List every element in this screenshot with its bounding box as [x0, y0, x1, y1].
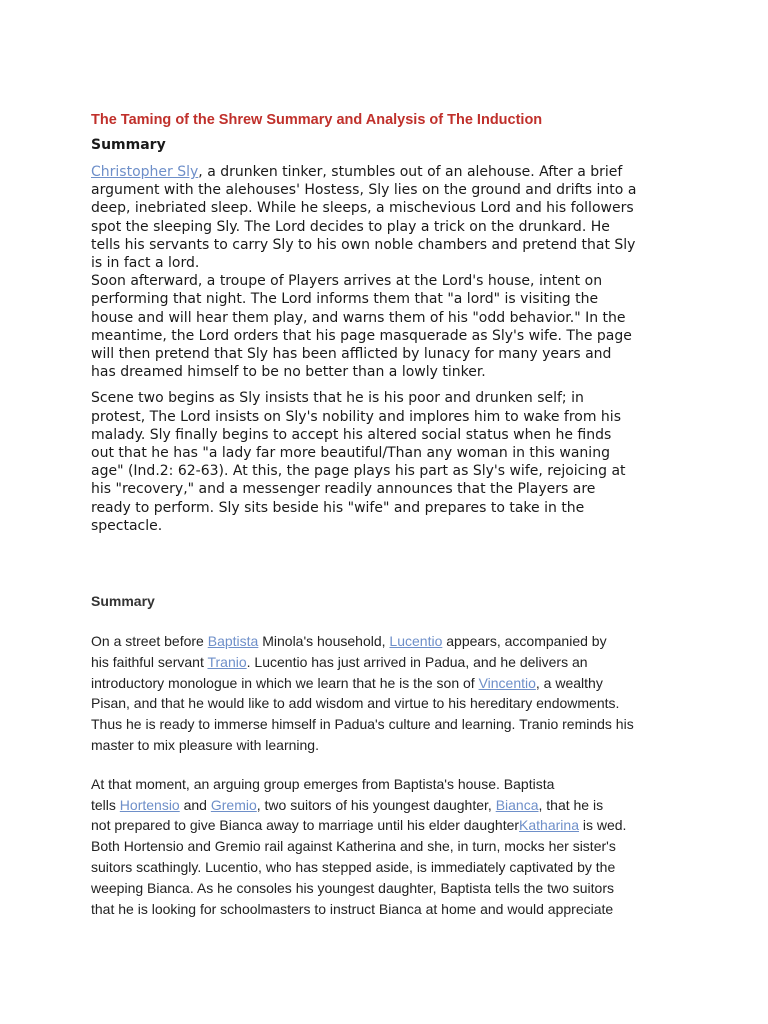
- text-line: his "recovery," and a messenger readily announces that the Players are: [91, 481, 596, 498]
- link-baptista[interactable]: Baptista: [207, 633, 259, 649]
- text-line: Thus he is ready to immerse himself in Padua's culture and learning. Tranio reminds his: [91, 716, 634, 733]
- text-line: suitors scathingly. Lucentio, who has stepped aside, is immediately captivated by the: [91, 858, 616, 875]
- text-line: protest, The Lord insists on Sly's nobility and implores him to wake from his: [91, 408, 621, 425]
- text-span: his faithful servant: [91, 653, 208, 670]
- text-line: that he is looking for schoolmasters to instruct Bianca at home and would appreciate: [91, 900, 614, 917]
- text-line: master to mix pleasure with learning.: [91, 736, 319, 753]
- paragraph-gap: [91, 381, 691, 389]
- induction-summary-section: [91, 163, 691, 535]
- act1-summary-section: [91, 631, 691, 919]
- text-line: [91, 163, 691, 181]
- text-line: ready to perform. Sly sits beside his "wife" and prepares to take in the: [91, 499, 585, 516]
- text-line: tells his servants to carry Sly to his own noble chambers and pretend that Sly: [91, 236, 636, 253]
- text-line: [91, 815, 691, 836]
- text-line: performing that night. The Lord informs them that "a lord" is visiting the: [91, 291, 599, 308]
- link-christopher-sly[interactable]: Christopher Sly: [91, 164, 199, 180]
- link-hortensio[interactable]: Hortensio: [119, 796, 180, 813]
- paragraph-sly-tinker: [91, 163, 691, 272]
- paragraph-gap: [91, 756, 691, 774]
- summary-heading-act1: Summary: [91, 593, 155, 609]
- text-span: not prepared to give Bianca away to marriage until his elder daughter: [91, 817, 520, 834]
- document-title: The Taming of the Shrew Summary and Analysis of The Induction: [91, 112, 543, 128]
- paragraph-arguing-group: [91, 774, 691, 920]
- text-line: Both Hortensio and Gremio rail against Katherina and she, in turn, mocks her sister's: [91, 838, 616, 855]
- text-span: , a drunken tinker, stumbles out of an alehouse. After a brief: [198, 164, 623, 180]
- paragraph-players-arrive: [91, 272, 691, 381]
- link-katharina[interactable]: Katharina: [519, 817, 579, 834]
- text-line: spot the sleeping Sly. The Lord decides to play a trick on the drunkard. He: [91, 218, 610, 235]
- text-line: house and will hear them play, and warns them of his "odd behavior." In the: [91, 309, 626, 326]
- text-line: Scene two begins as Sly insists that he is his poor and drunken self; in: [91, 390, 584, 407]
- paragraph-lucentio-arrives: [91, 631, 691, 756]
- text-line: Pisan, and that he would like to add wisdom and virtue to his hereditary endowments.: [91, 695, 620, 712]
- text-line: [91, 673, 691, 694]
- text-line: [91, 795, 691, 816]
- summary-heading: Summary: [91, 137, 166, 153]
- link-lucentio[interactable]: Lucentio: [389, 633, 443, 649]
- paragraph-scene-two: [91, 389, 691, 535]
- text-line: At that moment, an arguing group emerges from Baptista's house. Baptista: [91, 775, 555, 792]
- text-line: [91, 631, 691, 652]
- text-line: malady. Sly finally begins to accept his altered social status when he finds: [91, 426, 612, 443]
- text-span: . Lucentio has just arrived in Padua, and he delivers an: [246, 653, 588, 670]
- text-line: argument with the alehouses' Hostess, Sly lies on the ground and drifts into a: [91, 182, 637, 199]
- text-line: is in fact a lord.: [91, 255, 200, 272]
- text-span: Minola's household,: [258, 633, 390, 649]
- text-span: , two suitors of his youngest daughter,: [256, 796, 496, 813]
- text-span: On a street before: [91, 633, 208, 649]
- text-line: age" (Ind.2: 62-63). At this, the page plays his part as Sly's wife, rejoicing at: [91, 463, 626, 480]
- text-line: weeping Bianca. As he consoles his youngest daughter, Baptista tells the two suitors: [91, 879, 614, 896]
- link-bianca[interactable]: Bianca: [495, 796, 539, 813]
- text-span: , a wealthy: [535, 674, 603, 691]
- text-span: , that he is: [538, 796, 604, 813]
- link-tranio[interactable]: Tranio: [207, 653, 247, 670]
- text-span: and: [179, 796, 211, 813]
- link-vincentio[interactable]: Vincentio: [478, 674, 536, 691]
- text-span: is wed.: [578, 817, 627, 834]
- text-line: meantime, the Lord orders that his page masquerade as Sly's wife. The page: [91, 327, 632, 344]
- text-span: appears, accompanied by: [442, 633, 607, 649]
- text-line: out that he has "a lady far more beautiful/Than any woman in this waning: [91, 445, 610, 462]
- link-gremio[interactable]: Gremio: [210, 796, 257, 813]
- text-line: deep, inebriated sleep. While he sleeps, a mischevious Lord and his followers: [91, 200, 634, 217]
- text-line: Soon afterward, a troupe of Players arrives at the Lord's house, intent on: [91, 273, 603, 290]
- text-line: has dreamed himself to be no better than a lowly tinker.: [91, 364, 486, 381]
- text-span: tells: [91, 796, 120, 813]
- text-span: introductory monologue in which we learn that he is the son of: [91, 674, 479, 691]
- text-line: spectacle.: [91, 517, 163, 534]
- text-line: [91, 652, 691, 673]
- text-line: will then pretend that Sly has been afflicted by lunacy for many years and: [91, 346, 612, 363]
